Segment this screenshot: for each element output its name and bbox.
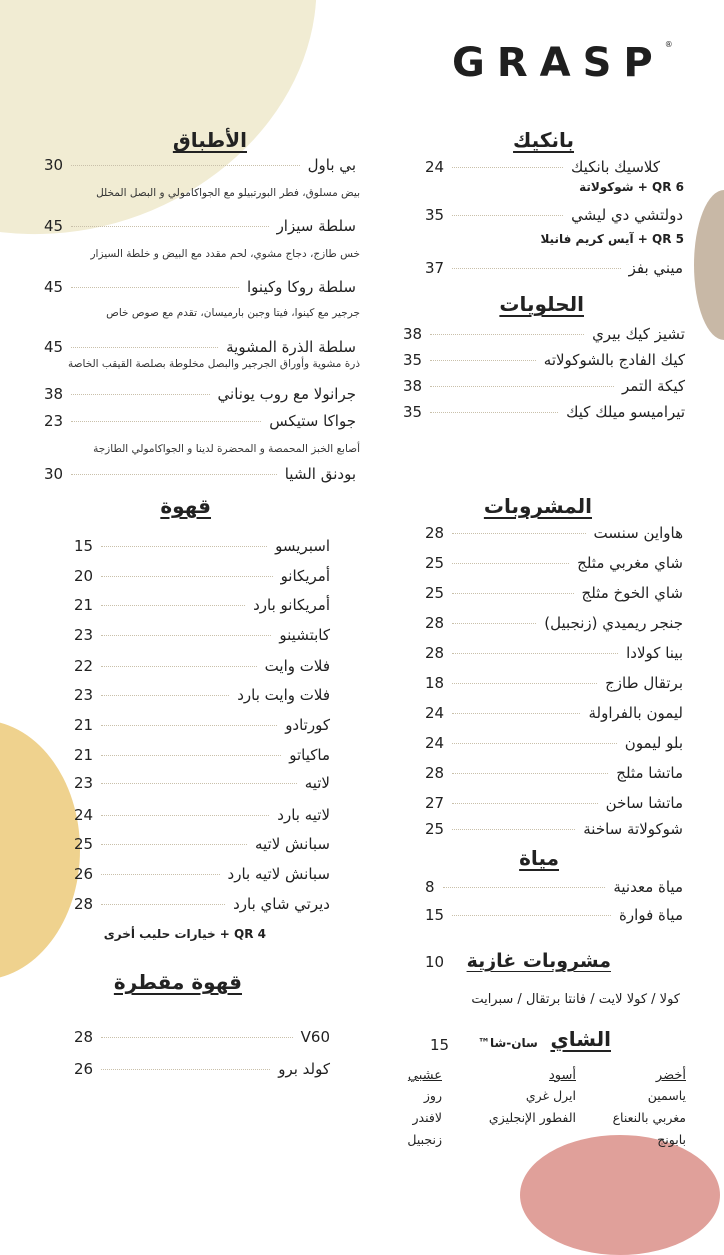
addon-note: QR 4 + خيارات حليب أخرى (103, 927, 266, 941)
menu-item: سلطة سيزار 45 (44, 217, 356, 235)
menu-item: كورتادو 21 (74, 716, 330, 734)
decor-blob-right (694, 190, 724, 340)
menu-item: ماكياتو 21 (74, 746, 330, 764)
decor-blob-bottom (520, 1135, 720, 1255)
soda-list: كولا / كولا لايت / فانتا برتقال / سبرايت (471, 992, 680, 1007)
tea-item: لافندر (412, 1110, 442, 1125)
brand-logo: GRASP® (452, 40, 673, 86)
tea-item: مغربي بالنعناع (612, 1110, 686, 1125)
tea-item: روز (423, 1088, 442, 1103)
menu-item: شوكولاتة ساخنة 25 (425, 820, 683, 838)
menu-item: سلطة الذرة المشوية 45 (44, 338, 356, 356)
desserts-title: الحلويات (499, 292, 584, 316)
menu-item: كلاسيك بانكيك 24 (425, 158, 660, 176)
menu-item: فلات وايت بارد 23 (74, 686, 330, 704)
menu-item: فلات وايت 22 (74, 657, 330, 675)
menu-item: جواكا ستيكس 23 (44, 412, 356, 430)
menu-item: بلو ليمون 24 (425, 734, 683, 752)
tea-item: زنجبيل (407, 1132, 442, 1147)
dishes-title: الأطباق (172, 128, 247, 152)
menu-item: جرانولا مع روب يوناني 38 (44, 385, 356, 403)
soda-title: مشروبات غازية (466, 950, 611, 972)
menu-item: هاواين سنست 28 (425, 524, 683, 542)
tea-col-heading: أسود (548, 1068, 576, 1083)
menu-item: ليمون بالفراولة 24 (425, 704, 683, 722)
item-description: ذرة مشوية وأوراق الجرجير والبصل مخلوطة بصلصة القيقب الخاصة (67, 358, 360, 370)
menu-item: مياة فوارة 15 (425, 906, 683, 924)
tea-col-heading: عشبي (407, 1068, 442, 1083)
filter-coffee-title: قهوة مقطرة (113, 970, 242, 994)
menu-item: بينا كولادا 28 (425, 644, 683, 662)
menu-item: ماتشا مثلج 28 (425, 764, 683, 782)
tea-title: الشاي (550, 1027, 611, 1051)
menu-item: تشيز كيك بيري 38 (403, 325, 685, 343)
menu-item: لاتيه بارد 24 (74, 806, 330, 824)
menu-item: ميني بفز 37 (425, 259, 683, 277)
menu-item: V60 28 (74, 1028, 330, 1046)
tea-item: الفطور الإنجليزي (488, 1110, 576, 1125)
menu-item: ديرتي شاي بارد 28 (74, 895, 330, 913)
menu-item: بودنق الشيا 30 (44, 465, 356, 483)
item-description: خس طازج، دجاج مشوي، لحم مقدد مع البيض و خلطة السيزار (90, 248, 360, 260)
menu-item: أمريكانو 20 (74, 567, 330, 585)
tea-item: بابونج (657, 1132, 686, 1147)
addon-note: QR 6 + شوكولاتة (579, 180, 684, 194)
tea-col-heading: أخضر (655, 1068, 686, 1083)
menu-item: ماتشا ساخن 27 (425, 794, 683, 812)
menu-item: دولتشي دي ليشي 35 (425, 206, 683, 224)
tea-brand: سان-شا™ (478, 1036, 538, 1050)
menu-item: كابتشينو 23 (74, 626, 330, 644)
menu-item: سبانش لاتيه بارد 26 (74, 865, 330, 883)
menu-item: جنجر ريميدي (زنجبيل) 28 (425, 614, 683, 632)
menu-item: كولد برو 26 (74, 1060, 330, 1078)
decor-blob-left (0, 720, 80, 980)
tea-price: 15 (430, 1036, 450, 1054)
menu-item: أمريكانو بارد 21 (74, 596, 330, 614)
addon-note: QR 5 + آيس كريم فانيلا (540, 232, 684, 246)
water-title: مياة (519, 846, 559, 870)
menu-item: لاتيه 23 (74, 774, 330, 792)
menu-item: تيراميسو ميلك كيك 35 (403, 403, 685, 421)
tea-item: ياسمين (647, 1088, 686, 1103)
menu-item: سلطة روكا وكينوا 45 (44, 278, 356, 296)
coffee-title: قهوة (160, 494, 211, 518)
menu-item: شاي مغربي مثلج 25 (425, 554, 683, 572)
tea-item: ايرل غري (525, 1088, 576, 1103)
drinks-title: المشروبات (483, 494, 592, 518)
menu-item: مياة معدنية 8 (425, 878, 683, 896)
pancakes-title: بانكيك (513, 128, 574, 152)
menu-item: برتقال طازج 18 (425, 674, 683, 692)
menu-item: شاي الخوخ مثلج 25 (425, 584, 683, 602)
item-description: أصابع الخبز المحمصة و المحضرة لدينا و الجواكامولي الطازجة (93, 443, 360, 455)
menu-item: اسبريسو 15 (74, 537, 330, 555)
soda-price: 10 (425, 953, 445, 971)
menu-item: كيكة التمر 38 (403, 377, 685, 395)
menu-item: بي باول 30 (44, 156, 356, 174)
item-description: بيض مسلوق، فطر البورتبيلو مع الجواكامولي و البصل المخلل (96, 187, 360, 199)
menu-item: كيك الفادج بالشوكولاته 35 (403, 351, 685, 369)
menu-item: سبانش لاتيه 25 (74, 835, 330, 853)
item-description: جرجير مع كينوا، فيتا وجبن بارميسان، تقدم مع صوص خاص (106, 307, 360, 319)
